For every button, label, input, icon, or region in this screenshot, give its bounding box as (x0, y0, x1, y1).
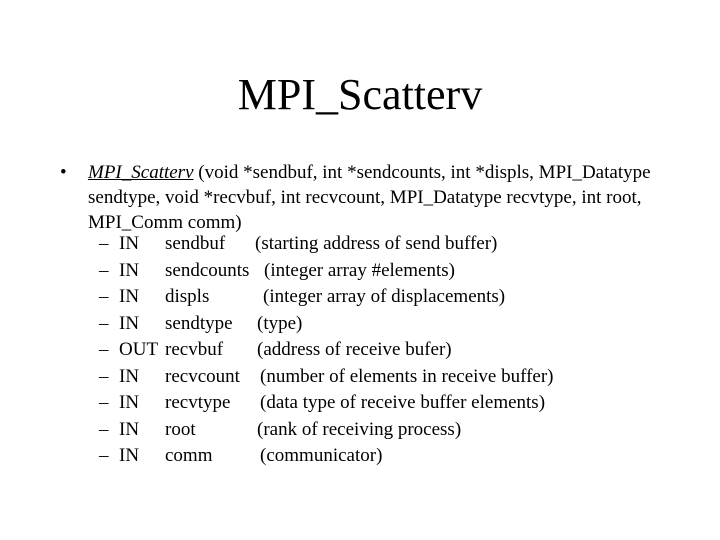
param-direction: IN (119, 312, 140, 334)
function-signature (60, 160, 680, 235)
dash-marker: – (99, 233, 109, 254)
param-direction: IN (119, 286, 140, 307)
dash-marker: – (99, 365, 109, 387)
param-name: recvcount (165, 365, 240, 387)
param-direction: IN (119, 365, 140, 387)
param-direction: IN (119, 392, 140, 413)
dash-marker: – (99, 418, 109, 440)
param-name: sendtype (165, 312, 233, 334)
param-description: (starting address of send buffer) (255, 233, 498, 254)
dash-marker: – (99, 259, 109, 281)
param-direction: IN (119, 259, 140, 281)
param-description: (integer array #elements) (264, 259, 455, 281)
param-name: sendbuf (165, 233, 226, 254)
param-name: recvbuf (165, 339, 224, 360)
param-description: (address of receive bufer) (257, 339, 452, 360)
param-name: root (165, 418, 196, 440)
param-name: displs (165, 286, 210, 307)
function-name-link[interactable]: MPI_Scatterv (88, 162, 194, 183)
param-description: (integer array of displacements) (263, 286, 506, 307)
param-name: sendcounts (165, 259, 250, 281)
param-description: (number of elements in receive buffer) (260, 365, 554, 387)
param-description: (data type of receive buffer elements) (260, 392, 546, 413)
param-description: (rank of receiving process) (257, 418, 462, 440)
param-direction: IN (119, 233, 140, 254)
param-direction: IN (119, 418, 140, 440)
bullet-icon: • (60, 162, 67, 183)
dash-marker: – (99, 312, 109, 334)
slide-title: MPI_Scatterv (237, 70, 483, 119)
dash-marker: – (99, 392, 109, 413)
signature-args: (void *sendbuf, int *sendcounts, int *displs, MPI_Datatype sendtype, void *recvbuf, int recvcount, MPI_Datatype recvtype, int root, MPI_Comm comm) (88, 162, 651, 233)
param-description: (communicator) (260, 445, 383, 466)
param-description: (type) (257, 312, 303, 334)
param-direction: IN (119, 445, 140, 466)
param-name: recvtype (165, 392, 231, 413)
dash-marker: – (99, 445, 109, 466)
param-direction: OUT (119, 339, 159, 360)
signature-text (88, 160, 680, 235)
param-name: comm (165, 445, 213, 466)
dash-marker: – (99, 339, 109, 360)
dash-marker: – (99, 286, 109, 307)
